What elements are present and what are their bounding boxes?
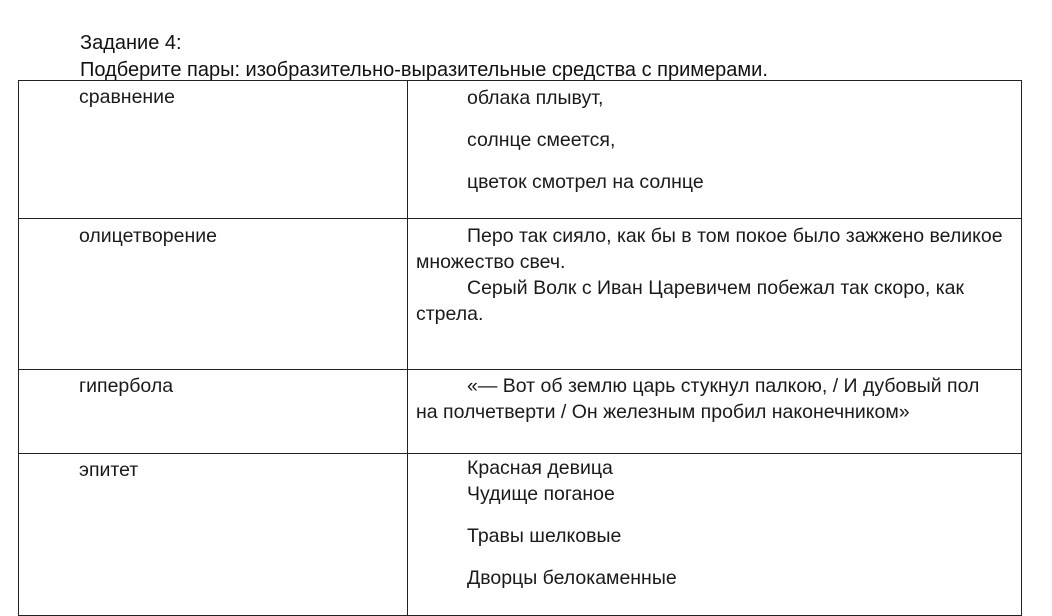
term-cell	[19, 219, 408, 370]
example-text: Дворцы белокаменные	[467, 567, 677, 589]
example-cell	[408, 81, 1022, 219]
term-cell	[19, 370, 408, 454]
term-cell	[19, 81, 408, 219]
example-text: солнце смеется,	[467, 129, 616, 151]
term-cell	[19, 454, 408, 616]
example-text: Красная девица	[467, 457, 613, 479]
example-text: Травы шелковые	[467, 525, 622, 547]
table-row	[19, 370, 1022, 454]
example-text: облака плывут,	[467, 87, 604, 109]
example-text: «— Вот об землю царь стукнул палкою, / И дубовый пол на полчетверти / Он железным пробил наконечником»	[416, 375, 980, 423]
example-cell	[408, 219, 1022, 370]
task-instruction: Подберите пары: изобразительно-выразительные средства с примерами.	[80, 59, 768, 81]
table-row	[19, 454, 1022, 616]
example-text: Серый Волк с Иван Царевичем побежал так скоро, как стрела.	[416, 277, 965, 325]
term-label: сравнение	[79, 86, 175, 108]
example-cell	[408, 370, 1022, 454]
table-row	[19, 81, 1022, 219]
term-label: олицетворение	[79, 225, 217, 247]
example-text: цветок смотрел на солнце	[467, 171, 704, 193]
example-text: Чудище поганое	[467, 483, 615, 505]
matching-table	[18, 80, 1022, 616]
example-cell	[408, 454, 1022, 616]
term-label: гипербола	[79, 375, 174, 397]
task-header	[80, 30, 768, 84]
table-row	[19, 219, 1022, 370]
example-text: Перо так сияло, как бы в том покое было зажжено великое множество свеч.	[416, 225, 1003, 273]
task-title: Задание 4:	[80, 32, 182, 54]
term-label: эпитет	[79, 459, 139, 481]
